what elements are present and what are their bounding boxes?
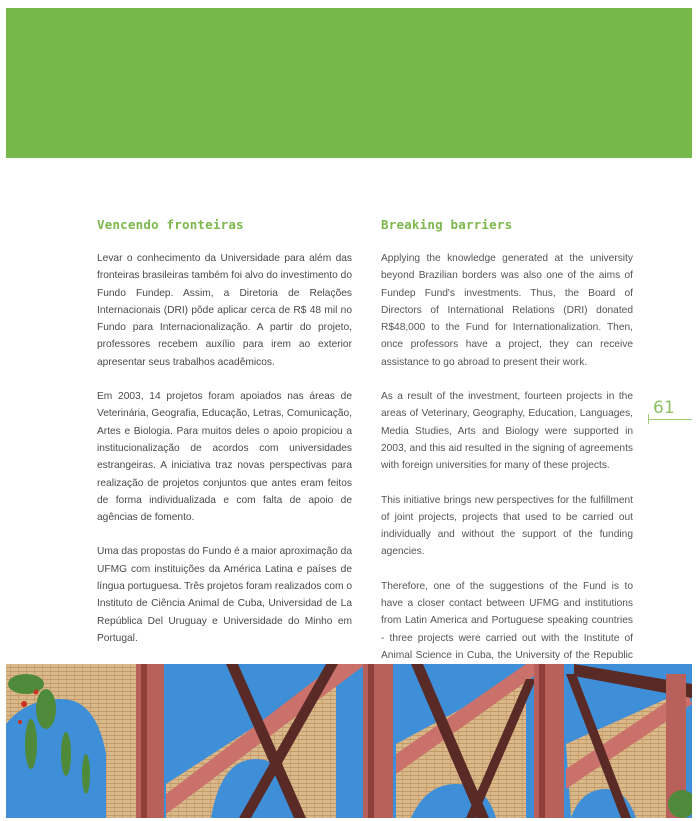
brick-arches-steel-frame-image <box>6 664 692 818</box>
architecture-photo <box>6 664 692 818</box>
paragraph: This initiative brings new perspectives for the fulfillment of joint projects, projects that used to be carried out individually and without the support of the funding agencies. <box>381 494 633 558</box>
paragraph: Uma das propostas do Fundo é a maior aproximação da UFMG com instituições da América Latina e países de língua portuguesa. Três projetos foram realizados com o Instituto de Ciência Animal de Cuba, Universidad de La República Del Uruguay e Universidade do Minho em Portugal. <box>97 546 352 644</box>
page-number: 61 <box>653 398 675 418</box>
green-header-banner <box>6 8 692 158</box>
section-heading-pt: Vencendo fronteiras <box>97 217 244 232</box>
section-heading-en: Breaking barriers <box>381 217 513 232</box>
portuguese-column <box>97 216 352 664</box>
page-number-rule <box>648 419 692 420</box>
paragraph: Levar o conhecimento da Universidade para além das fronteiras brasileiras também foi alvo do investimento do Fundo Fundep. Assim, a Diretoria de Relações Internacionais (DRI) pôde aplicar cerca de R$ 48 mil no Fundo para Internacionalização. A partir do projeto, professores recebem auxílio para irem ao exterior apresentar seus trabalhos acadêmicos. <box>97 253 352 368</box>
paragraph: Applying the knowledge generated at the university beyond Brazilian borders was also one of the aims of Fundep Fund's investments. Thus, the Board of Directors of International Relations (DRI) donated R$48,000 to the Fund for Internationalization. Then, once professors have a project, they can receive assistance to go abroad to present their work. <box>381 253 633 368</box>
paragraph: Therefore, one of the suggestions of the Fund is to have a closer contact between UFMG and institutions from Latin America and Portuguese speaking countries - three projects were carried out with the Institute of Animal Science in Cuba, the University of the Republic <box>381 580 633 661</box>
paragraph: As a result of the investment, fourteen projects in the areas of Veterinary, Geography, Education, Languages, Media Studies, Arts and Biology were supported in 2003, and this aid resulted in the signing of agreements with foreign universities for many of these projects. <box>381 391 633 472</box>
english-column <box>381 216 633 699</box>
page-number-tick <box>648 414 649 424</box>
paragraph: Em 2003, 14 projetos foram apoiados nas áreas de Veterinária, Geografia, Educação, Letras, Comunicação, Artes e Biologia. Para muitos deles o apoio propiciou a institucionalização de acordos com universidades estrangeiras. A iniciativa traz novas perspectivas para realização de projetos conjuntos que antes eram feitos de forma individualizada e com falta de apoio de agências de fomento. <box>97 391 352 524</box>
